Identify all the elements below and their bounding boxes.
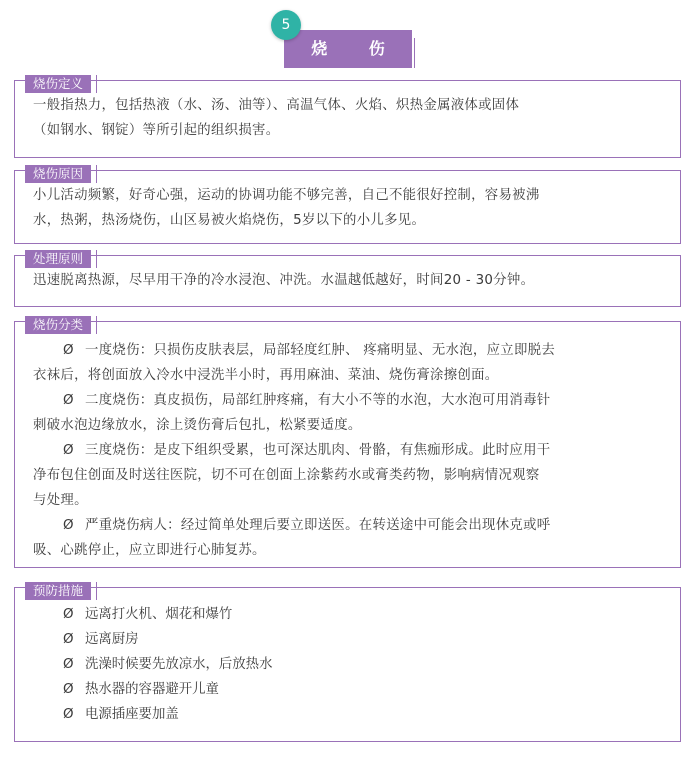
list-item [33,627,666,652]
treatment-line: 迅速脱离热源，尽早用干净的冷水浸泡、冲洗。水温越低越好，时间20 - 30分钟。 [33,273,535,288]
definition-line: （如钢水、钢锭）等所引起的组织损害。 [33,123,280,138]
bullet-icon: Ø [63,657,74,672]
list-item [33,602,666,627]
bullet-icon: Ø [63,393,74,408]
treatment-label: 处理原则 [25,250,91,268]
classification-line: 刺破水泡边缘放水，涂上烫伤膏后包扎，松紧要适度。 [33,418,362,433]
bullet-icon: Ø [63,607,74,622]
classification-line: 净布包住创面及时送往医院，切不可在创面上涂紫药水或膏类药物，影响病情况观察 [33,468,540,483]
severe-burn-text: 严重烧伤病人：经过简单处理后要立即送医。在转送途中可能会出现休克或呼 [85,518,551,533]
classification-section [14,317,681,568]
causes-label: 烧伤原因 [25,165,91,183]
bullet-icon: Ø [63,443,74,458]
causes-line: 小儿活动频繁，好奇心强，运动的协调功能不够完善，自己不能很好控制，容易被沸 [33,188,540,203]
classification-label: 烧伤分类 [25,316,91,334]
bullet-icon: Ø [63,682,74,697]
list-item [33,652,666,677]
classification-line [33,388,666,413]
definition-section [14,76,681,158]
list-item-text: 热水器的容器避开儿童 [85,682,219,697]
prevention-label: 预防措施 [25,582,91,600]
list-item [33,702,666,727]
title-divider [414,38,415,68]
bullet-icon: Ø [63,518,74,533]
classification-line [33,513,666,538]
list-item-text: 洗澡时候要先放凉水，后放热水 [85,657,273,672]
treatment-section [14,251,681,307]
second-degree-text: 二度烧伤：真皮损伤，局部红肿疼痛，有大小不等的水泡，大水泡可用消毒针 [85,393,551,408]
section-number-badge: 5 [271,10,301,40]
bullet-icon: Ø [63,343,74,358]
classification-line: 吸、心跳停止，应立即进行心肺复苏。 [33,543,266,558]
classification-line: 衣袜后，将创面放入冷水中浸洗半小时，再用麻油、菜油、烧伤膏涂擦创面。 [33,368,499,383]
definition-label: 烧伤定义 [25,75,91,93]
causes-section [14,166,681,244]
definition-line: 一般指热力，包括热液（水、汤、油等）、高温气体、火焰、炽热金属液体或固体 [33,98,520,113]
classification-line: 与处理。 [33,493,88,508]
list-item-text: 远离厨房 [85,632,139,647]
classification-line [33,338,666,363]
list-item [33,677,666,702]
classification-line [33,438,666,463]
causes-line: 水，热粥，热汤烧伤，山区易被火焰烧伤，5岁以下的小儿多见。 [33,213,426,228]
first-degree-text: 一度烧伤：只损伤皮肤表层，局部轻度红肿、 疼痛明显、无水泡，应立即脱去 [85,343,556,358]
prevention-section [14,583,681,742]
page-title: 烧 伤 [284,30,412,68]
bullet-icon: Ø [63,707,74,722]
list-item-text: 电源插座要加盖 [85,707,179,722]
list-item-text: 远离打火机、烟花和爆竹 [85,607,233,622]
bullet-icon: Ø [63,632,74,647]
third-degree-text: 三度烧伤：是皮下组织受累，也可深达肌肉、骨骼，有焦痂形成。此时应用干 [85,443,551,458]
